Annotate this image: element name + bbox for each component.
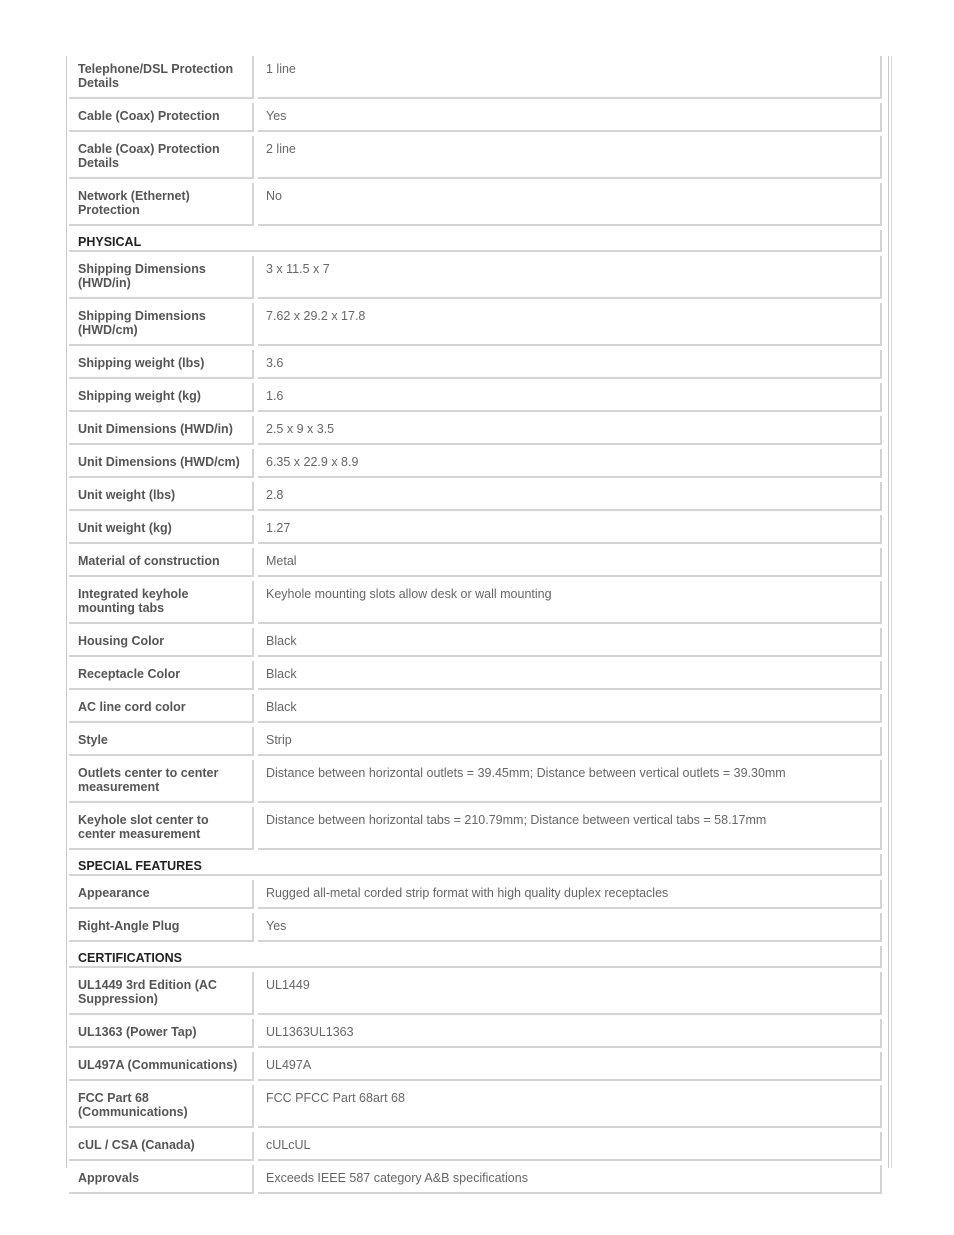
spec-label: Approvals: [69, 1165, 254, 1194]
spec-value: 7.62 x 29.2 x 17.8: [258, 303, 882, 346]
table-row: [67, 628, 882, 657]
spec-value: 1.6: [258, 383, 882, 412]
spec-label: UL1363 (Power Tap): [69, 1019, 254, 1048]
spec-label: AC line cord color: [69, 694, 254, 723]
spec-label: Cable (Coax) Protection Details: [69, 136, 254, 179]
spec-label: Cable (Coax) Protection: [69, 103, 254, 132]
spec-value: Yes: [258, 913, 882, 942]
section-header-certifications: CERTIFICATIONS: [69, 946, 882, 968]
table-row: [67, 880, 882, 909]
spec-label: Shipping weight (lbs): [69, 350, 254, 379]
spec-label: Integrated keyhole mounting tabs: [69, 581, 254, 624]
spec-value: 2.8: [258, 482, 882, 511]
spec-value: Distance between horizontal outlets = 39.45mm; Distance between vertical outlets = 39.30mm: [258, 760, 882, 803]
spec-value: 1.27: [258, 515, 882, 544]
table-row: [67, 350, 882, 379]
table-row: [67, 913, 882, 942]
spec-label: Telephone/DSL Protection Details: [69, 56, 254, 99]
spec-value: 3 x 11.5 x 7: [258, 256, 882, 299]
spec-label: cUL / CSA (Canada): [69, 1132, 254, 1161]
table-row: [67, 256, 882, 299]
spec-value: Distance between horizontal tabs = 210.79mm; Distance between vertical tabs = 58.17mm: [258, 807, 882, 850]
spec-label: Housing Color: [69, 628, 254, 657]
spec-label: Appearance: [69, 880, 254, 909]
table-row: [67, 303, 882, 346]
spec-value: 3.6: [258, 350, 882, 379]
spec-value: Rugged all-metal corded strip format with high quality duplex receptacles: [258, 880, 882, 909]
table-row: [67, 1085, 882, 1128]
table-row: [67, 972, 882, 1015]
spec-value: UL1449: [258, 972, 882, 1015]
spec-label: Outlets center to center measurement: [69, 760, 254, 803]
spec-value: 1 line: [258, 56, 882, 99]
spec-value: Black: [258, 628, 882, 657]
spec-label: UL1449 3rd Edition (AC Suppression): [69, 972, 254, 1015]
table-row: [67, 1165, 882, 1194]
spec-value: UL1363UL1363: [258, 1019, 882, 1048]
table-row: [67, 694, 882, 723]
spec-value: Exceeds IEEE 587 category A&B specifications: [258, 1165, 882, 1194]
table-row: [67, 183, 882, 226]
spec-value: Strip: [258, 727, 882, 756]
table-row: [67, 56, 882, 99]
table-row: [67, 581, 882, 624]
spec-value: 6.35 x 22.9 x 8.9: [258, 449, 882, 478]
table-row: [67, 383, 882, 412]
table-row: [67, 515, 882, 544]
spec-label: Unit Dimensions (HWD/in): [69, 416, 254, 445]
spec-value: No: [258, 183, 882, 226]
spec-label: Shipping Dimensions (HWD/cm): [69, 303, 254, 346]
spec-label: Shipping weight (kg): [69, 383, 254, 412]
spec-value: 2.5 x 9 x 3.5: [258, 416, 882, 445]
spec-value: Keyhole mounting slots allow desk or wall mounting: [258, 581, 882, 624]
spec-value: Black: [258, 661, 882, 690]
spec-value: Metal: [258, 548, 882, 577]
spec-label: UL497A (Communications): [69, 1052, 254, 1081]
table-row: [67, 760, 882, 803]
table-row: [67, 449, 882, 478]
spec-label: Receptacle Color: [69, 661, 254, 690]
table-row: [67, 727, 882, 756]
spec-label: Unit Dimensions (HWD/cm): [69, 449, 254, 478]
section-header-physical: PHYSICAL: [69, 230, 882, 252]
spec-value: Black: [258, 694, 882, 723]
spec-value: UL497A: [258, 1052, 882, 1081]
table-row: [67, 416, 882, 445]
table-row: [67, 1052, 882, 1081]
spec-label: Right-Angle Plug: [69, 913, 254, 942]
spec-label: Material of construction: [69, 548, 254, 577]
spec-label: Unit weight (kg): [69, 515, 254, 544]
table-row: [67, 807, 882, 850]
spec-label: Keyhole slot center to center measurement: [69, 807, 254, 850]
table-row: [67, 661, 882, 690]
spec-label: Shipping Dimensions (HWD/in): [69, 256, 254, 299]
spec-table: [67, 56, 882, 1198]
spec-table-frame: [66, 56, 889, 1185]
spec-value: 2 line: [258, 136, 882, 179]
spec-label: Network (Ethernet) Protection: [69, 183, 254, 226]
table-row: [67, 103, 882, 132]
table-row: [67, 482, 882, 511]
spec-value: FCC PFCC Part 68art 68: [258, 1085, 882, 1128]
spec-label: FCC Part 68 (Communications): [69, 1085, 254, 1128]
table-row: [67, 1019, 882, 1048]
table-row: [67, 548, 882, 577]
spec-label: Style: [69, 727, 254, 756]
spec-value: Yes: [258, 103, 882, 132]
section-header-special-features: SPECIAL FEATURES: [69, 854, 882, 876]
spec-label: Unit weight (lbs): [69, 482, 254, 511]
table-row: [67, 1132, 882, 1161]
spec-value: cULcUL: [258, 1132, 882, 1161]
table-row: [67, 136, 882, 179]
